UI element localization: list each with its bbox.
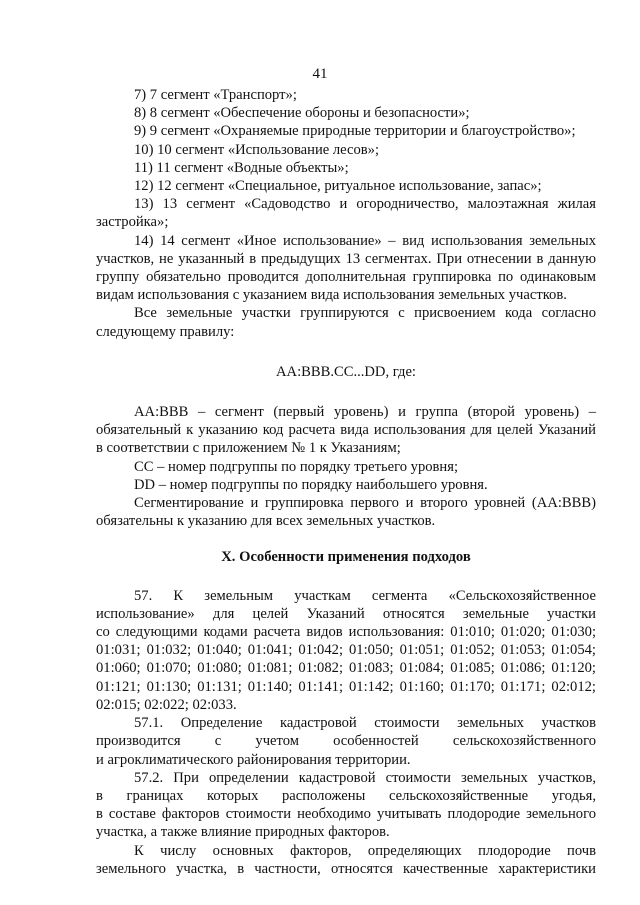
paragraph-57-line: использование» для целей Указаний относятся земельные участки — [96, 605, 596, 622]
factors-paragraph-line: земельного участка, в частности, относятся качественные характеристики — [96, 860, 596, 877]
paragraph-57-line: 01:031; 01:032; 01:040; 01:041; 01:042; 01:050; 01:051; 01:052; 01:053; 01:054; — [96, 642, 596, 659]
paragraph-57-line: 01:060; 01:070; 01:080; 01:081; 01:082; 01:083; 01:084; 01:085; 01:086; 01:120; — [96, 660, 596, 677]
paragraph-57-line: со следующими кодами расчета видов использования: 01:010; 01:020; 01:030; — [96, 624, 596, 641]
list-item: 10) 10 сегмент «Использование лесов»; — [134, 141, 380, 158]
list-item: 8) 8 сегмент «Обеспечение обороны и безопасности»; — [134, 105, 470, 122]
legend-aa-line: AA:BBB – сегмент (первый уровень) и группа (второй уровень) – — [134, 404, 596, 421]
list-item: 7) 7 сегмент «Транспорт»; — [134, 87, 297, 103]
paragraph-57-line: 01:121; 01:130; 01:131; 01:140; 01:141; 01:142; 01:160; 01:170; 01:171; 02:012; — [96, 678, 596, 695]
paragraph-57-2-line: в границах которых расположены сельскохозяйственные угодья, — [96, 787, 596, 804]
page-number: 41 — [312, 66, 328, 82]
code-formula: AA:BBB.CC...DD, где: — [276, 363, 416, 380]
legend-aa-line: обязательный к указанию код расчета вида использования для целей Указаний — [96, 422, 596, 439]
paragraph-57-1-line: и агроклиматического районирования территории. — [96, 751, 411, 768]
list-item: 9) 9 сегмент «Охраняемые природные территории и благоустройство»; — [134, 123, 576, 140]
legend-cc: CC – номер подгруппы по порядку третьего уровня; — [134, 458, 459, 475]
list-item-14-line: группу обязательно проводится дополнительная группировка по одинаковым — [96, 269, 596, 286]
grouping-paragraph-line: следующему правилу: — [96, 323, 235, 340]
list-item-13-line: 13) 13 сегмент «Садоводство и огородничество, малоэтажная жилая — [134, 196, 596, 213]
list-item-13-line: застройка»; — [96, 214, 169, 231]
segmentation-line: Сегментирование и группировка первого и второго уровней (AA:BBB) — [134, 495, 596, 512]
paragraph-57-line: 02:015; 02:022; 02:033. — [96, 696, 237, 713]
document-body — [96, 86, 596, 878]
legend-aa-line: в соответствии с приложением № 1 к Указаниям; — [96, 440, 401, 457]
legend-dd: DD – номер подгруппы по порядку наибольшего уровня. — [134, 476, 488, 493]
paragraph-57-1-line: 57.1. Определение кадастровой стоимости земельных участков — [134, 715, 596, 732]
paragraph-57-1-line: производится с учетом особенностей сельскохозяйственного — [96, 733, 596, 750]
list-item-14-line: видам использования с указанием вида использования земельных участков. — [96, 287, 567, 304]
list-item: 11) 11 сегмент «Водные объекты»; — [134, 159, 349, 176]
paragraph-57-line: 57. К земельным участкам сегмента «Сельскохозяйственное — [134, 587, 596, 604]
section-heading: X. Особенности применения подходов — [221, 549, 471, 566]
paragraph-57-2-line: участка, а также влияние природных факторов. — [96, 824, 390, 841]
paragraph-57-2-line: в составе факторов стоимости необходимо учитывать плодородие земельного — [96, 806, 596, 823]
grouping-paragraph-line: Все земельные участки группируются с присвоением кода согласно — [134, 305, 596, 322]
list-item: 12) 12 сегмент «Специальное, ритуальное использование, запас»; — [134, 178, 542, 195]
list-item-14-line: 14) 14 сегмент «Иное использование» – вид использования земельных — [134, 232, 596, 249]
factors-paragraph-line: К числу основных факторов, определяющих плодородие почв — [134, 842, 596, 859]
segmentation-line: обязательны к указанию для всех земельных участков. — [96, 513, 436, 530]
list-item-14-line: участков, не указанный в предыдущих 13 сегментах. При отнесении в данную — [96, 250, 596, 267]
paragraph-57-2-line: 57.2. При определении кадастровой стоимости земельных участков, — [134, 769, 596, 786]
